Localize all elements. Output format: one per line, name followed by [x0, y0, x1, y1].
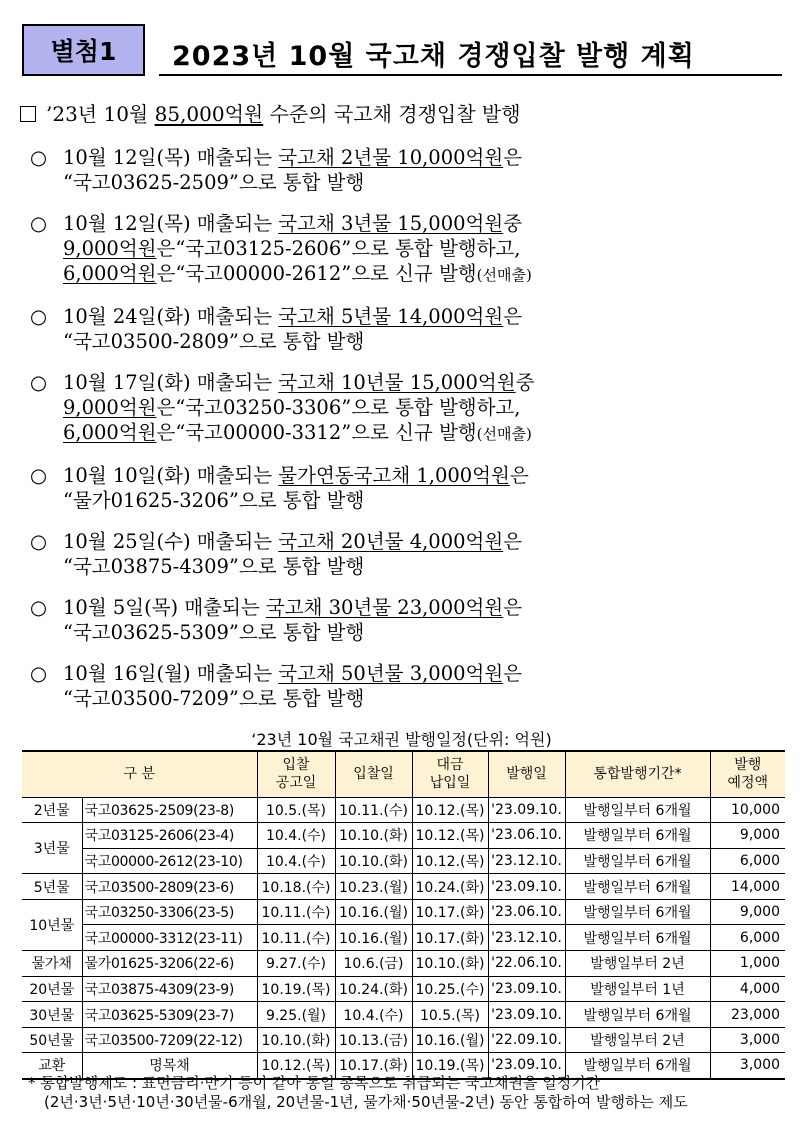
cell-code: 국고00000-2612(23-10) — [82, 848, 257, 874]
item-suffix: 은 — [503, 146, 523, 169]
item-amount-text: 국고채 3년물 15,000억원 — [278, 212, 504, 235]
item-suffix: 은 — [503, 596, 523, 619]
item-split-amount: 6,000억원 — [63, 421, 157, 444]
cell-issue: '23.09.10. — [488, 976, 565, 1002]
cell-payment: 10.5.(목) — [412, 1002, 488, 1028]
col-amount-label: 발행 예정액 — [727, 757, 769, 792]
cell-bid: 10.17.(화) — [335, 1053, 412, 1079]
circle-bullet-icon: ○ — [30, 305, 48, 328]
footnote-line: * 통합발행제도 : 표면금리·만기 등이 같아 동일 종목으로 취급되는 국고채권을 일정기간 — [28, 1074, 601, 1092]
cell-announce: 10.12.(목) — [257, 1053, 335, 1079]
cell-payment: 10.12.(목) — [412, 823, 488, 849]
item-issue-text: “국고03500-2809”으로 통합 발행 — [63, 330, 365, 353]
col-bid: 입찰일 — [335, 751, 412, 797]
cell-amount: 9,000 — [710, 823, 785, 849]
col-category: 구 분 — [22, 751, 257, 797]
circle-bullet-icon: ○ — [30, 371, 48, 394]
circle-bullet-icon: ○ — [30, 596, 48, 619]
checkbox-square-icon — [20, 106, 36, 122]
item-amount-text: 국고채 20년물 4,000억원 — [278, 530, 504, 553]
cell-code: 국고03500-2809(23-6) — [82, 874, 257, 900]
item-issue-text: 은“국고03125-2606”으로 통합 발행하고, — [156, 237, 521, 260]
table-row — [22, 797, 785, 823]
cell-tenor: 30년물 — [22, 1002, 82, 1028]
table-row — [22, 823, 785, 849]
circle-bullet-icon: ○ — [30, 146, 48, 169]
table-row — [22, 951, 785, 977]
cell-payment: 10.25.(수) — [412, 976, 488, 1002]
item-amount-text: 국고채 30년물 23,000억원 — [265, 596, 504, 619]
cell-code: 국고03125-2606(23-4) — [82, 823, 257, 849]
cell-issue: '23.12.10. — [488, 925, 565, 951]
cell-payment: 10.24.(화) — [412, 874, 488, 900]
cell-tenor: 2년물 — [22, 797, 82, 823]
cell-bid: 10.16.(월) — [335, 899, 412, 925]
summary-line — [20, 98, 521, 127]
item-date-text: 10월 12일(목) 매출되는 — [63, 146, 279, 169]
cell-code: 명목채 — [82, 1053, 257, 1079]
summary-prefix: ’23년 10월 — [46, 102, 155, 126]
cell-period: 발행일부터 6개월 — [565, 848, 710, 874]
circle-bullet-icon: ○ — [30, 530, 48, 553]
item-suffix: 은 — [503, 305, 523, 328]
item-amount-text: 국고채 2년물 10,000억원 — [278, 146, 504, 169]
cell-amount: 9,000 — [710, 899, 785, 925]
list-item — [30, 529, 790, 579]
col-amount — [710, 751, 785, 797]
cell-payment: 10.17.(화) — [412, 925, 488, 951]
table-caption: ‘23년 10월 국고채권 발행일정(단위: 억원) — [251, 730, 552, 749]
item-suffix: 은 — [509, 464, 529, 487]
attachment-badge: 별첨1 — [22, 24, 145, 76]
item-issue-text: 은“국고00000-3312”으로 신규 발행 — [156, 421, 477, 444]
cell-amount: 1,000 — [710, 951, 785, 977]
cell-announce: 10.18.(수) — [257, 874, 335, 900]
item-date-text: 10월 17일(화) 매출되는 — [63, 371, 279, 394]
issuance-list — [30, 145, 790, 711]
cell-period: 발행일부터 1년 — [565, 976, 710, 1002]
cell-issue: '23.06.10. — [488, 823, 565, 849]
item-amount-text: 국고채 50년물 3,000억원 — [278, 662, 504, 685]
col-period: 통합발행기간* — [565, 751, 710, 797]
item-amount-text: 국고채 5년물 14,000억원 — [278, 305, 504, 328]
cell-tenor: 3년물 — [22, 823, 82, 874]
cell-period: 발행일부터 6개월 — [565, 1002, 710, 1028]
table-row — [22, 976, 785, 1002]
cell-issue: '23.09.10. — [488, 874, 565, 900]
cell-issue: '23.09.10. — [488, 797, 565, 823]
footnote — [28, 1074, 688, 1112]
cell-payment: 10.19.(목) — [412, 1053, 488, 1079]
cell-code: 국고03875-4309(23-9) — [82, 976, 257, 1002]
table-row — [22, 1027, 785, 1053]
col-payment — [412, 751, 488, 797]
cell-amount: 6,000 — [710, 848, 785, 874]
item-date-text: 10월 12일(목) 매출되는 — [63, 212, 279, 235]
col-payment-label: 대금 납입일 — [429, 757, 471, 792]
page-title: 2023년 10월 국고채 경쟁입찰 발행 계획 — [172, 41, 695, 72]
item-issue-text: “국고03875-4309”으로 통합 발행 — [63, 555, 365, 578]
cell-issue: '23.06.10. — [488, 899, 565, 925]
item-issue-text: “국고03625-5309”으로 통합 발행 — [63, 621, 365, 644]
cell-code: 국고03625-2509(23-8) — [82, 797, 257, 823]
list-item — [30, 661, 790, 711]
cell-tenor: 10년물 — [22, 899, 82, 950]
item-suffix: 은 — [503, 530, 523, 553]
cell-amount: 10,000 — [710, 797, 785, 823]
cell-tenor: 5년물 — [22, 874, 82, 900]
list-item — [30, 211, 790, 288]
cell-announce: 10.4.(수) — [257, 848, 335, 874]
item-issue-text: 은“국고00000-2612”으로 신규 발행 — [156, 262, 477, 285]
cell-amount: 23,000 — [710, 1002, 785, 1028]
list-item — [30, 595, 790, 645]
cell-announce: 10.11.(수) — [257, 899, 335, 925]
list-item — [30, 463, 790, 513]
cell-tenor: 교환 — [22, 1053, 82, 1079]
cell-code: 물가01625-3206(22-6) — [82, 951, 257, 977]
cell-issue: '22.06.10. — [488, 951, 565, 977]
circle-bullet-icon: ○ — [30, 212, 48, 235]
cell-payment: 10.12.(목) — [412, 797, 488, 823]
item-issue-text: “국고03625-2509”으로 통합 발행 — [63, 171, 365, 194]
cell-issue: '23.12.10. — [488, 848, 565, 874]
cell-code: 국고03500-7209(22-12) — [82, 1027, 257, 1053]
cell-payment: 10.10.(화) — [412, 951, 488, 977]
cell-announce: 9.25.(월) — [257, 1002, 335, 1028]
cell-payment: 10.16.(월) — [412, 1027, 488, 1053]
cell-announce: 9.27.(수) — [257, 951, 335, 977]
cell-payment: 10.17.(화) — [412, 899, 488, 925]
item-date-text: 10월 25일(수) 매출되는 — [63, 530, 279, 553]
cell-announce: 10.5.(목) — [257, 797, 335, 823]
cell-code: 국고00000-3312(23-11) — [82, 925, 257, 951]
cell-tenor: 50년물 — [22, 1027, 82, 1053]
cell-period: 발행일부터 6개월 — [565, 823, 710, 849]
summary-middle: 수준의 — [263, 102, 334, 126]
item-date-text: 10월 5일(목) 매출되는 — [63, 596, 266, 619]
cell-period: 발행일부터 6개월 — [565, 925, 710, 951]
cell-bid: 10.24.(화) — [335, 976, 412, 1002]
col-announce-label: 입찰 공고일 — [275, 757, 317, 792]
cell-amount: 6,000 — [710, 925, 785, 951]
title-underline — [159, 74, 782, 76]
cell-announce: 10.10.(화) — [257, 1027, 335, 1053]
item-issue-text: “물가01625-3206”으로 통합 발행 — [63, 489, 365, 512]
table-row — [22, 899, 785, 925]
cell-amount: 3,000 — [710, 1027, 785, 1053]
cell-amount: 14,000 — [710, 874, 785, 900]
list-item — [30, 304, 790, 354]
item-split-amount: 9,000억원 — [63, 396, 157, 419]
cell-bid: 10.6.(금) — [335, 951, 412, 977]
summary-amount: 85,000억원 — [154, 102, 264, 126]
item-date-text: 10월 24일(화) 매출되는 — [63, 305, 279, 328]
cell-period: 발행일부터 6개월 — [565, 1053, 710, 1079]
cell-tenor: 물가채 — [22, 951, 82, 977]
item-suffix: 은 — [503, 662, 523, 685]
cell-bid: 10.11.(수) — [335, 797, 412, 823]
cell-announce: 10.19.(목) — [257, 976, 335, 1002]
list-item — [30, 370, 790, 447]
item-suffix: 중 — [503, 212, 523, 235]
table-row — [22, 1002, 785, 1028]
cell-announce: 10.4.(수) — [257, 823, 335, 849]
table-row — [22, 874, 785, 900]
col-announce — [257, 751, 335, 797]
circle-bullet-icon: ○ — [30, 662, 48, 685]
list-item — [30, 145, 790, 195]
cell-period: 발행일부터 2년 — [565, 951, 710, 977]
cell-bid: 10.4.(수) — [335, 1002, 412, 1028]
cell-period: 발행일부터 6개월 — [565, 797, 710, 823]
cell-bid: 10.23.(월) — [335, 874, 412, 900]
cell-bid: 10.13.(금) — [335, 1027, 412, 1053]
col-issue: 발행일 — [488, 751, 565, 797]
item-split-amount: 9,000억원 — [63, 237, 157, 260]
item-amount-text: 물가연동국고채 1,000억원 — [278, 464, 510, 487]
cell-amount: 3,000 — [710, 1053, 785, 1079]
item-suffix: 중 — [515, 371, 535, 394]
item-issue-text: 은“국고03250-3306”으로 통합 발행하고, — [156, 396, 521, 419]
item-date-text: 10월 16일(월) 매출되는 — [63, 662, 279, 685]
cell-period: 발행일부터 2년 — [565, 1027, 710, 1053]
item-note: (선매출) — [476, 266, 532, 284]
cell-payment: 10.12.(목) — [412, 848, 488, 874]
cell-issue: '22.09.10. — [488, 1027, 565, 1053]
issuance-schedule-table — [22, 750, 785, 1080]
cell-issue: '23.09.10. — [488, 1053, 565, 1079]
cell-period: 발행일부터 6개월 — [565, 874, 710, 900]
summary-tail: 국고채 경쟁입찰 발행 — [333, 102, 521, 126]
cell-tenor: 20년물 — [22, 976, 82, 1002]
circle-bullet-icon: ○ — [30, 464, 48, 487]
item-amount-text: 국고채 10년물 15,000억원 — [278, 371, 516, 394]
cell-bid: 10.10.(화) — [335, 823, 412, 849]
table-row — [22, 848, 785, 874]
item-issue-text: “국고03500-7209”으로 통합 발행 — [63, 687, 365, 710]
cell-period: 발행일부터 6개월 — [565, 899, 710, 925]
cell-announce: 10.11.(수) — [257, 925, 335, 951]
cell-amount: 4,000 — [710, 976, 785, 1002]
table-row — [22, 925, 785, 951]
footnote-line: (2년·3년·5년·10년·30년물-6개월, 20년물-1년, 물가채·50년물-2년) 동안 통합하여 발행하는 제도 — [44, 1093, 688, 1111]
document-header — [22, 24, 782, 78]
item-date-text: 10월 10일(화) 매출되는 — [63, 464, 279, 487]
cell-code: 국고03250-3306(23-5) — [82, 899, 257, 925]
table-header-row — [22, 751, 785, 797]
item-note: (선매출) — [476, 425, 532, 443]
cell-bid: 10.16.(월) — [335, 925, 412, 951]
cell-issue: '23.09.10. — [488, 1002, 565, 1028]
cell-code: 국고03625-5309(23-7) — [82, 1002, 257, 1028]
cell-bid: 10.10.(화) — [335, 848, 412, 874]
item-split-amount: 6,000억원 — [63, 262, 157, 285]
